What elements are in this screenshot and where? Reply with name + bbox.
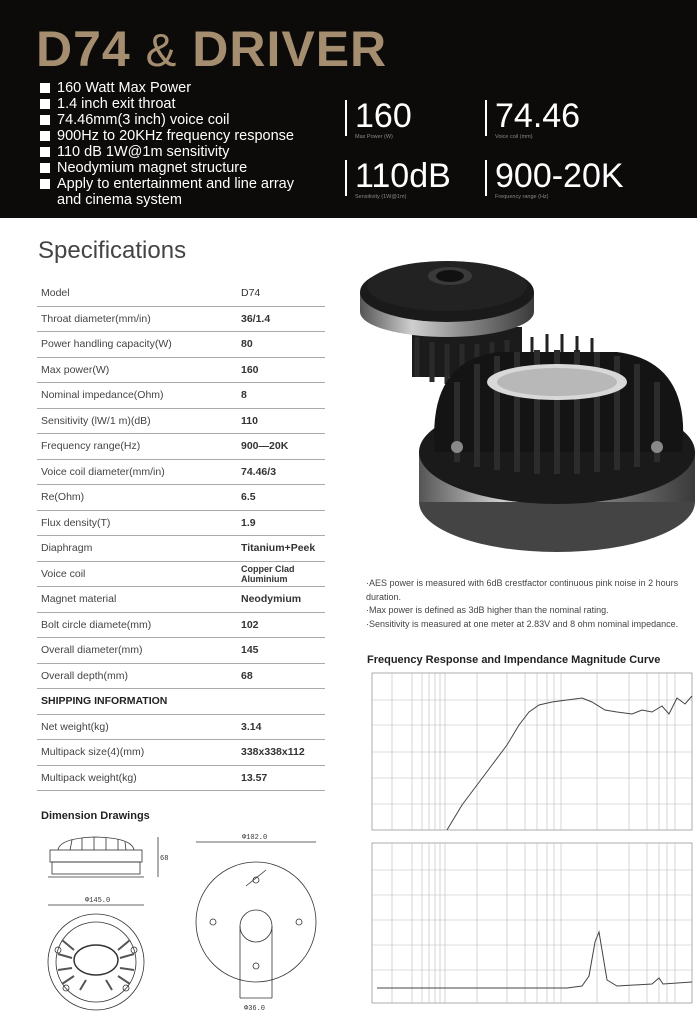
stat-max-power bbox=[345, 97, 412, 140]
table-row bbox=[37, 459, 325, 485]
spec-label: Magnet material bbox=[37, 587, 237, 613]
spec-label: Max power(W) bbox=[37, 357, 237, 383]
measurement-notes bbox=[366, 577, 697, 631]
spec-label: Multipack weight(kg) bbox=[37, 765, 237, 791]
spec-value: 6.5 bbox=[237, 485, 325, 511]
spec-value: 3.14 bbox=[237, 714, 325, 740]
note-line: duration. bbox=[366, 591, 402, 602]
spec-value: 8 bbox=[237, 383, 325, 409]
table-row bbox=[37, 663, 325, 689]
stat-value: 74.46 bbox=[495, 97, 581, 135]
spec-value: Copper Clad Aluminium bbox=[237, 561, 325, 587]
table-row bbox=[37, 612, 325, 638]
table-row bbox=[37, 332, 325, 358]
driver-rear-view bbox=[419, 334, 695, 552]
feature-item: 900Hz to 20KHz frequency response bbox=[40, 128, 294, 144]
header-banner bbox=[0, 0, 697, 218]
stat-label: Sensitivity (1W@1m) bbox=[355, 194, 407, 200]
table-row bbox=[37, 561, 325, 587]
table-row bbox=[37, 714, 325, 740]
spec-label: Nominal impedance(Ohm) bbox=[37, 383, 237, 409]
feature-item: 110 dB 1W@1m sensitivity bbox=[40, 144, 294, 160]
spec-label: Re(Ohm) bbox=[37, 485, 237, 511]
dimension-drawings bbox=[30, 830, 330, 1015]
stat-value: 110dB bbox=[355, 157, 451, 195]
impedance-plot bbox=[372, 843, 692, 1003]
stat-label: Max Power (W) bbox=[355, 134, 393, 140]
table-row bbox=[37, 306, 325, 332]
rear-view-drawing bbox=[48, 905, 144, 1010]
front-view-drawing bbox=[196, 842, 316, 998]
feature-item: Neodymium magnet structure bbox=[40, 160, 294, 176]
note-line: ·AES power is measured with 6dB crestfactor continuous pink noise in 2 hours bbox=[366, 578, 679, 588]
spec-value: 338x338x112 bbox=[237, 740, 325, 766]
table-row bbox=[37, 434, 325, 460]
table-row bbox=[37, 281, 325, 306]
bolt-circle-label: Φ102.0 bbox=[242, 834, 268, 842]
spec-label: Throat diameter(mm/in) bbox=[37, 306, 237, 332]
spec-value: 68 bbox=[237, 663, 325, 689]
spec-value: D74 bbox=[237, 281, 325, 306]
spec-label: Bolt circle diamete(mm) bbox=[37, 612, 237, 638]
specifications-heading: Specifications bbox=[38, 237, 187, 264]
spec-label: Overall depth(mm) bbox=[37, 663, 237, 689]
feature-item: 160 Watt Max Power bbox=[40, 80, 294, 96]
spec-label: Power handling capacity(W) bbox=[37, 332, 237, 358]
bullet-square-icon bbox=[40, 163, 50, 173]
overall-diameter-label: Φ145.0 bbox=[85, 897, 111, 905]
table-row bbox=[37, 357, 325, 383]
frequency-response-plot bbox=[372, 673, 692, 830]
spec-label: Voice coil diameter(mm/in) bbox=[37, 459, 237, 485]
table-row bbox=[37, 383, 325, 409]
stat-label: Voice coil (mm) bbox=[495, 134, 533, 140]
spec-label: Multipack size(4)(mm) bbox=[37, 740, 237, 766]
stat-voice-coil bbox=[485, 97, 581, 140]
bullet-square-icon bbox=[40, 147, 50, 157]
spec-value: 36/1.4 bbox=[237, 306, 325, 332]
frequency-response-chart bbox=[367, 670, 697, 1010]
feature-item: 74.46mm(3 inch) voice coil bbox=[40, 112, 294, 128]
spec-value: 74.46/3 bbox=[237, 459, 325, 485]
bullet-square-icon bbox=[40, 179, 50, 189]
specifications-table bbox=[37, 281, 325, 791]
spec-value: 1.9 bbox=[237, 510, 325, 536]
stat-sensitivity bbox=[345, 157, 451, 200]
spec-value: 900—20K bbox=[237, 434, 325, 460]
spec-label: Model bbox=[37, 281, 237, 306]
bullet-square-icon bbox=[40, 131, 50, 141]
bullet-square-icon bbox=[40, 115, 50, 125]
bullet-square-icon bbox=[40, 83, 50, 93]
spec-label: Flux density(T) bbox=[37, 510, 237, 536]
spec-value: 102 bbox=[237, 612, 325, 638]
title-ampersand: & bbox=[145, 24, 178, 76]
table-row bbox=[37, 587, 325, 613]
product-photo bbox=[357, 252, 697, 557]
spec-label: Diaphragm bbox=[37, 536, 237, 562]
table-row bbox=[37, 740, 325, 766]
table-row bbox=[37, 510, 325, 536]
table-row bbox=[37, 485, 325, 511]
spec-value: 160 bbox=[237, 357, 325, 383]
table-row bbox=[37, 689, 325, 715]
frequency-curve-title: Frequency Response and Impendance Magnitude Curve bbox=[367, 654, 661, 666]
stat-label: Frequency range (Hz) bbox=[495, 194, 549, 200]
spec-label: Overall diameter(mm) bbox=[37, 638, 237, 664]
table-row bbox=[37, 536, 325, 562]
spec-value: 13.57 bbox=[237, 765, 325, 791]
feature-item-continued: and cinema system bbox=[57, 192, 182, 208]
feature-item: Apply to entertainment and line array bbox=[40, 176, 294, 192]
feature-list bbox=[40, 80, 294, 208]
table-row bbox=[37, 638, 325, 664]
spec-value: 145 bbox=[237, 638, 325, 664]
spec-value: Titanium+Peek bbox=[237, 536, 325, 562]
note-line: ·Sensitivity is measured at one meter at 2.83V and 8 ohm nominal impedance. bbox=[366, 618, 679, 629]
throat-diameter-label: Φ36.0 bbox=[244, 1005, 266, 1013]
spec-value: 80 bbox=[237, 332, 325, 358]
bullet-square-icon bbox=[40, 99, 50, 109]
stat-value: 900-20K bbox=[495, 157, 624, 195]
spec-label: Frequency range(Hz) bbox=[37, 434, 237, 460]
table-row bbox=[37, 408, 325, 434]
depth-label: 68 bbox=[160, 855, 169, 863]
dimension-drawings-heading: Dimension Drawings bbox=[41, 810, 150, 822]
spec-label: Voice coil bbox=[37, 561, 237, 587]
spec-label: Sensitivity (lW/1 m)(dB) bbox=[37, 408, 237, 434]
note-line: ·Max power is defined as 3dB higher than the nominal rating. bbox=[366, 605, 609, 615]
spec-value: Neodymium bbox=[237, 587, 325, 613]
model-name: D74 bbox=[36, 21, 131, 77]
stat-value: 160 bbox=[355, 97, 412, 135]
feature-item: 1.4 inch exit throat bbox=[40, 96, 294, 112]
product-type: DRIVER bbox=[192, 21, 388, 77]
side-view-drawing bbox=[48, 837, 158, 877]
spec-value: 110 bbox=[237, 408, 325, 434]
product-title bbox=[36, 20, 387, 78]
stat-frequency-range bbox=[485, 157, 624, 200]
shipping-heading: SHIPPING INFORMATION bbox=[37, 689, 325, 715]
spec-label: Net weight(kg) bbox=[37, 714, 237, 740]
table-row bbox=[37, 765, 325, 791]
